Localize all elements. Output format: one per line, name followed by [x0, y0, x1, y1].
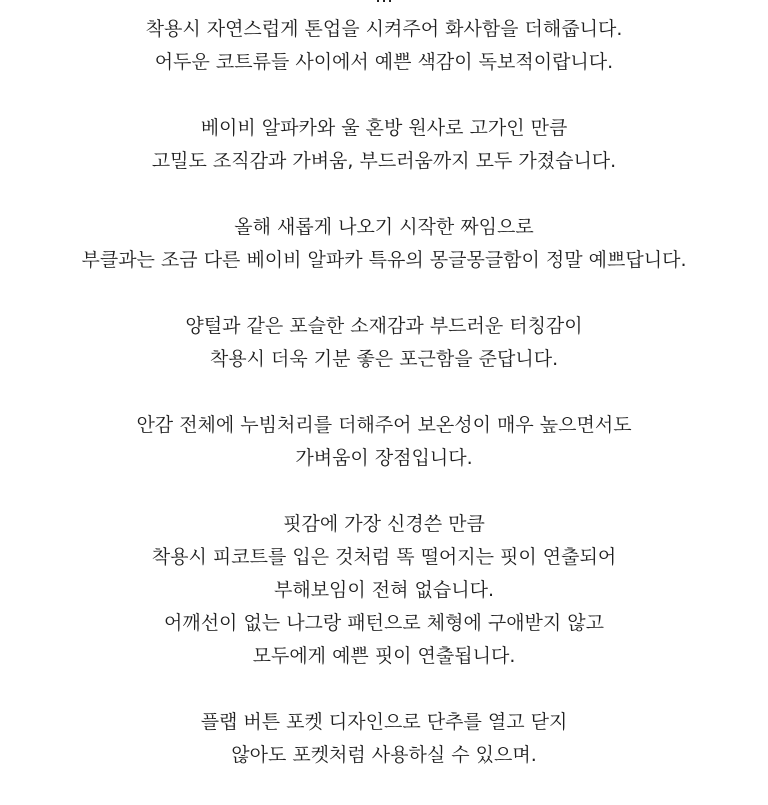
text-line: 어깨선이 없는 나그랑 패턴으로 체형에 구애받지 않고	[163, 612, 605, 634]
text-line: 베이비 알파카와 울 혼방 원사로 고가인 만큼	[200, 117, 568, 139]
text-line	[0, 0, 768, 13]
text-line: 핏감에 가장 신경쓴 만큼	[283, 513, 485, 535]
text-line: 올해 새롭게 나오기 시작한 짜임으로	[234, 216, 534, 238]
text-line: 착용시 피코트를 입은 것처럼 똑 떨어지는 핏이 연출되어	[151, 546, 617, 568]
text-line: 않아도 포켓처럼 사용하실 수 있으며.	[231, 744, 537, 766]
text-line: 착용시 자연스럽게 톤업을 시켜주어 화사함을 더해줍니다.	[145, 18, 623, 40]
paragraph-material	[0, 112, 768, 178]
paragraph-pocket	[0, 706, 768, 772]
text-line: 어두운 코트류들 사이에서 예쁜 색감이 독보적이랍니다.	[154, 51, 614, 73]
text-line: 부클과는 조금 다른 베이비 알파카 특유의 몽글몽글함이 정말 예쁘답니다.	[81, 249, 687, 271]
text-line: 모두에게 예쁜 핏이 연출됩니다.	[252, 645, 516, 667]
text-line: 플랩 버튼 포켓 디자인으로 단추를 열고 닫지	[200, 711, 568, 733]
paragraph-texture	[0, 310, 768, 376]
paragraph-color-intro	[0, 0, 768, 79]
text-line: 부해보임이 전혀 없습니다.	[273, 579, 494, 601]
paragraph-lining	[0, 409, 768, 475]
text-line: 착용시 더욱 기분 좋은 포근함을 준답니다.	[209, 348, 559, 370]
text-line: 양털과 같은 포슬한 소재감과 부드러운 터칭감이	[185, 315, 583, 337]
text-line: 고밀도 조직감과 가벼움, 부드러움까지 모두 가졌습니다.	[151, 150, 617, 172]
paragraph-fit	[0, 508, 768, 673]
text-line: 가벼움이 장점입니다.	[295, 447, 473, 469]
text-line: 안감 전체에 누빔처리를 더해주어 보온성이 매우 높으면서도	[136, 414, 632, 436]
paragraph-weave	[0, 211, 768, 277]
